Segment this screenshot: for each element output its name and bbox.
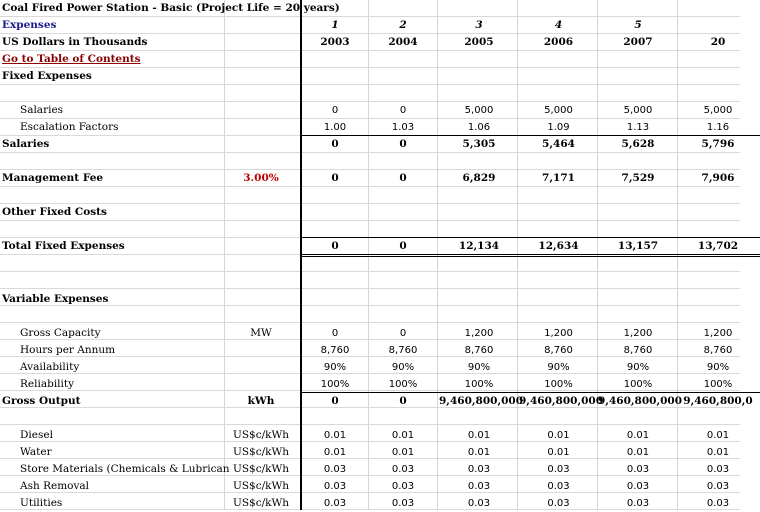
cell-value[interactable]: 90% xyxy=(391,362,415,373)
cell-value[interactable]: 9,460,800,000 xyxy=(439,395,524,407)
gridline xyxy=(0,271,740,272)
year-header: 2007 xyxy=(623,36,653,48)
cell-value[interactable]: 0.03 xyxy=(323,481,347,492)
cell-value[interactable]: 6,829 xyxy=(462,172,496,184)
cell-value[interactable]: 0 xyxy=(331,105,339,116)
table-row xyxy=(0,359,760,376)
gridline xyxy=(0,322,740,323)
year-header: 2003 xyxy=(320,36,350,48)
cell-value[interactable]: 0.03 xyxy=(391,498,415,509)
cell-value[interactable]: 5,000 xyxy=(464,105,494,116)
management-fee-rate[interactable]: 3.00% xyxy=(243,172,279,184)
cell-value[interactable]: 5,000 xyxy=(703,105,733,116)
total-double-line xyxy=(300,256,760,257)
section-label: Expenses xyxy=(2,19,57,31)
table-row xyxy=(0,325,760,342)
row-label: Total Fixed Expenses xyxy=(2,240,125,252)
cell-value[interactable]: 8,760 xyxy=(623,345,653,356)
cell-value[interactable]: 8,760 xyxy=(320,345,350,356)
table-row xyxy=(0,119,760,136)
period-number: 4 xyxy=(554,19,563,31)
table-of-contents-link[interactable]: Go to Table of Contents xyxy=(2,53,141,65)
total-double-line xyxy=(300,254,760,255)
table-row xyxy=(0,342,760,359)
cell-value[interactable]: 0 xyxy=(331,395,339,407)
unit-label: kWh xyxy=(247,395,275,407)
cell-value[interactable]: 0 xyxy=(399,328,407,339)
cell-value[interactable]: 1.06 xyxy=(467,122,491,133)
row-label: Escalation Factors xyxy=(20,121,119,133)
cell-value[interactable]: 0.03 xyxy=(547,498,570,509)
cell-value[interactable]: 5,000 xyxy=(623,105,653,116)
sheet-title: Coal Fired Power Station - Basic (Project Life = 20 years) xyxy=(2,2,340,14)
cell-value[interactable]: 0.03 xyxy=(706,498,730,509)
cell-value[interactable]: 100% xyxy=(623,379,653,390)
cell-value[interactable]: 0.01 xyxy=(626,430,650,441)
table-row xyxy=(0,461,760,478)
cell-value[interactable]: 100% xyxy=(320,379,350,390)
cell-value[interactable]: 5,628 xyxy=(621,138,655,150)
cell-value[interactable]: 7,906 xyxy=(701,172,735,184)
cell-value[interactable]: 0 xyxy=(399,395,407,407)
cell-value[interactable]: 0 xyxy=(331,240,339,252)
cell-value[interactable]: 12,634 xyxy=(538,240,579,252)
cell-value[interactable]: 0 xyxy=(399,138,407,150)
variable-heading-row xyxy=(0,291,760,308)
cell-value[interactable]: 0.01 xyxy=(467,430,491,441)
row-label: Hours per Annum xyxy=(20,344,116,356)
row-label: Ash Removal xyxy=(20,480,90,492)
cell-value[interactable]: 7,171 xyxy=(542,172,575,184)
cell-value[interactable]: 0.03 xyxy=(323,498,347,509)
cell-value[interactable]: 0.01 xyxy=(547,447,570,458)
unit-label: MW xyxy=(250,327,272,339)
cell-value[interactable]: 12,134 xyxy=(458,240,500,252)
cell-value[interactable]: 9,460,800,0 xyxy=(683,395,753,407)
cell-value[interactable]: 0.03 xyxy=(467,498,491,509)
table-row xyxy=(0,444,760,461)
gridline xyxy=(0,288,740,289)
cell-value[interactable]: 1,200 xyxy=(703,328,733,339)
cell-value[interactable]: 0.03 xyxy=(547,481,570,492)
table-row xyxy=(0,102,760,119)
cell-value[interactable]: 0.03 xyxy=(467,464,491,475)
cell-value[interactable]: 1.13 xyxy=(626,122,650,133)
table-row xyxy=(0,393,760,410)
cell-value[interactable]: 0.03 xyxy=(391,481,415,492)
fixed-heading-row xyxy=(0,68,760,85)
cell-value[interactable]: 0.03 xyxy=(706,481,730,492)
cell-value[interactable]: 0 xyxy=(399,105,407,116)
cell-value[interactable]: 7,529 xyxy=(621,172,655,184)
cell-value[interactable]: 1.00 xyxy=(323,122,347,133)
cell-value[interactable]: 0.03 xyxy=(391,464,415,475)
cell-value[interactable]: 0.01 xyxy=(626,447,650,458)
cell-value[interactable]: 5,464 xyxy=(542,138,575,150)
cell-value[interactable]: 0 xyxy=(331,328,339,339)
table-row xyxy=(0,136,760,153)
cell-value[interactable]: 8,760 xyxy=(464,345,494,356)
cell-value[interactable]: 0.03 xyxy=(626,498,650,509)
row-label: Other Fixed Costs xyxy=(2,206,107,218)
toc-row xyxy=(0,51,760,68)
cell-value[interactable]: 90% xyxy=(706,362,730,373)
unit-label: US$c/kWh xyxy=(232,429,290,441)
row-label: Store Materials (Chemicals & Lubrican xyxy=(20,463,230,475)
cell-value[interactable]: 9,460,800,000 xyxy=(519,395,604,407)
cell-value[interactable]: 1.03 xyxy=(391,122,415,133)
table-row xyxy=(0,376,760,393)
cell-value[interactable]: 0.01 xyxy=(706,430,730,441)
cell-value[interactable]: 0 xyxy=(399,240,407,252)
cell-value[interactable]: 0.03 xyxy=(706,464,730,475)
cell-value[interactable]: 0.01 xyxy=(323,447,347,458)
year-row xyxy=(0,34,760,51)
cell-value[interactable]: 0 xyxy=(399,172,407,184)
period-number: 1 xyxy=(331,19,339,31)
cell-value[interactable]: 13,157 xyxy=(617,240,659,252)
period-number: 3 xyxy=(475,19,483,31)
cell-value[interactable]: 0.01 xyxy=(706,447,730,458)
fixed-expenses-heading: Fixed Expenses xyxy=(2,70,92,82)
currency-label: US Dollars in Thousands xyxy=(2,36,148,48)
title-row xyxy=(0,0,760,17)
cell-value[interactable]: 1,200 xyxy=(544,328,573,339)
unit-label: US$c/kWh xyxy=(232,480,290,492)
period-row xyxy=(0,17,760,34)
cell-value[interactable]: 1.09 xyxy=(547,122,570,133)
table-row xyxy=(0,427,760,444)
unit-label: US$c/kWh xyxy=(232,463,290,475)
row-label: Diesel xyxy=(20,429,53,441)
row-label: Salaries xyxy=(2,138,50,150)
cell-value[interactable]: 0.03 xyxy=(547,464,570,475)
cell-value[interactable]: 0.01 xyxy=(547,430,570,441)
row-label: Reliability xyxy=(20,378,75,390)
row-label: Availability xyxy=(20,361,80,373)
table-row xyxy=(0,170,760,187)
cell-value[interactable]: 8,760 xyxy=(544,345,573,356)
year-header: 2005 xyxy=(464,36,494,48)
cell-value[interactable]: 0.03 xyxy=(323,464,347,475)
gridline xyxy=(0,424,740,425)
cell-value[interactable]: 8,760 xyxy=(703,345,733,356)
year-header: 2004 xyxy=(388,36,418,48)
cell-value[interactable]: 90% xyxy=(547,362,570,373)
cell-value[interactable]: 1,200 xyxy=(623,328,653,339)
table-row xyxy=(0,478,760,495)
cell-value[interactable]: 100% xyxy=(464,379,494,390)
cell-value[interactable]: 0.01 xyxy=(467,447,491,458)
unit-label: US$c/kWh xyxy=(232,446,290,458)
row-label: Water xyxy=(20,446,52,458)
cell-value[interactable]: 90% xyxy=(626,362,650,373)
table-row xyxy=(0,204,760,221)
cell-value[interactable]: 90% xyxy=(467,362,491,373)
year-header: 20 xyxy=(710,36,726,48)
cell-value[interactable]: 0.03 xyxy=(626,481,650,492)
cell-value[interactable]: 0.03 xyxy=(626,464,650,475)
cell-value[interactable]: 0.01 xyxy=(391,430,415,441)
cell-value[interactable]: 0 xyxy=(331,172,339,184)
cell-value[interactable]: 5,796 xyxy=(701,138,735,150)
cell-value[interactable]: 0.01 xyxy=(323,430,347,441)
year-header: 2006 xyxy=(543,36,574,48)
row-label: Gross Capacity xyxy=(20,327,101,339)
row-label: Management Fee xyxy=(2,172,104,184)
row-label: Gross Output xyxy=(2,395,81,407)
cell-value[interactable]: 100% xyxy=(388,379,418,390)
cell-value[interactable]: 0.01 xyxy=(391,447,415,458)
cell-value[interactable]: 5,305 xyxy=(462,138,496,150)
cell-value[interactable]: 1,200 xyxy=(464,328,494,339)
period-number: 2 xyxy=(399,19,407,31)
table-row xyxy=(0,238,760,255)
cell-value[interactable]: 90% xyxy=(323,362,347,373)
row-label: Utilities xyxy=(20,497,63,509)
cell-value[interactable]: 0 xyxy=(331,138,339,150)
period-number: 5 xyxy=(634,19,642,31)
cell-value[interactable]: 100% xyxy=(703,379,733,390)
variable-expenses-heading: Variable Expenses xyxy=(2,293,109,305)
cell-value[interactable]: 8,760 xyxy=(388,345,418,356)
table-row xyxy=(0,495,760,512)
cell-value[interactable]: 100% xyxy=(544,379,573,390)
cell-value[interactable]: 5,000 xyxy=(544,105,573,116)
row-label: Salaries xyxy=(20,104,64,116)
cell-value[interactable]: 0.03 xyxy=(467,481,491,492)
cell-value[interactable]: 9,460,800,000 xyxy=(598,395,683,407)
cell-value[interactable]: 1.16 xyxy=(706,122,730,133)
cell-value[interactable]: 13,702 xyxy=(697,240,739,252)
unit-label: US$c/kWh xyxy=(232,497,290,509)
